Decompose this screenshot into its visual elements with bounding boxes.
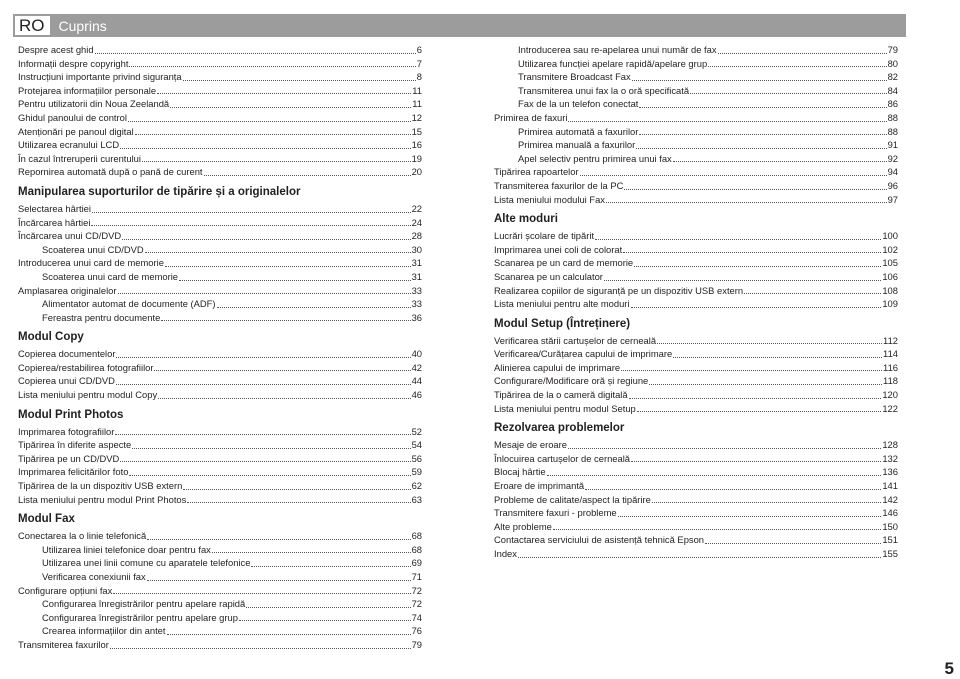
toc-entry[interactable]	[18, 465, 422, 479]
toc-page-number: 106	[882, 270, 898, 282]
toc-dot-leader	[637, 411, 882, 412]
toc-entry[interactable]	[494, 493, 898, 507]
toc-page-number: 76	[411, 625, 422, 637]
toc-entry-title: Repornirea automată după o pană de curent	[18, 166, 203, 178]
toc-dot-leader	[634, 266, 881, 267]
toc-dot-leader	[606, 202, 887, 203]
toc-page-number: 54	[411, 439, 422, 451]
toc-entry-title: Alimentator automat de documente (ADF)	[42, 298, 216, 310]
toc-entry-title: Utilizarea unei linii comune cu aparatele telefonice	[42, 557, 251, 569]
toc-entry-title: Lista meniului pentru alte moduri	[494, 298, 630, 310]
toc-entry-title: Configurarea înregistrărilor pentru apelare rapidă	[42, 598, 246, 610]
toc-entry-title: Verificarea stării cartușelor de cerneală	[494, 334, 657, 346]
toc-entry[interactable]	[494, 270, 898, 284]
toc-entry[interactable]	[18, 97, 422, 111]
toc-entry[interactable]	[494, 402, 898, 416]
toc-entry-title: Primirea automată a faxurilor	[518, 125, 639, 137]
toc-dot-leader	[118, 293, 411, 294]
toc-entry-title: Utilizarea ecranului LCD	[18, 139, 120, 151]
toc-entry-title: Scanarea pe un card de memorie	[494, 257, 634, 269]
toc-entry-title: Lista meniului pentru modul Print Photos	[18, 493, 187, 505]
toc-dot-leader	[639, 107, 886, 108]
toc-page-number: 128	[882, 439, 898, 451]
toc-page-number: 72	[411, 598, 422, 610]
toc-entry-title: Lista meniului modului Fax	[494, 193, 605, 205]
toc-entry-title: Imprimarea unei coli de colorat	[494, 243, 623, 255]
toc-dot-leader	[652, 502, 881, 503]
toc-entry-title: Informații despre copyright	[18, 57, 129, 69]
toc-dot-leader	[183, 489, 410, 490]
toc-entry-title: Primirea manuală a faxurilor	[518, 139, 636, 151]
toc-dot-leader	[132, 448, 410, 449]
toc-entry-title: Scoaterea unui card de memorie	[42, 270, 179, 282]
toc-entry-title: Scoaterea unui CD/DVD	[42, 243, 144, 255]
toc-entry[interactable]	[18, 374, 422, 388]
toc-page-number: 74	[411, 611, 422, 623]
toc-dot-leader	[239, 620, 411, 621]
toc-entry-title: Copierea unui CD/DVD	[18, 375, 115, 387]
toc-section-heading: Modul Setup (Întreținere)	[494, 317, 631, 330]
toc-entry-title: Alinierea capului de imprimare	[494, 361, 621, 373]
toc-entry[interactable]	[18, 597, 422, 611]
toc-entry[interactable]	[494, 57, 898, 71]
toc-page-number: 79	[887, 44, 898, 55]
toc-page-number: 102	[882, 243, 898, 255]
toc-entry-title: Crearea informațiilor din antet	[42, 625, 166, 637]
toc-page-number: 96	[887, 179, 898, 191]
toc-dot-leader	[595, 239, 881, 240]
toc-page-number: 82	[887, 71, 898, 83]
toc-page-number: 105	[882, 257, 898, 269]
toc-entry-title: Amplasarea originalelor	[18, 284, 117, 296]
toc-entry[interactable]	[494, 193, 898, 207]
toc-entry-title: Transmitere faxuri - probleme	[494, 507, 617, 519]
toc-entry-title: Blocaj hârtie	[494, 466, 546, 478]
toc-dot-leader	[179, 280, 411, 281]
toc-entry-title: Verificarea conexiunii fax	[42, 571, 146, 582]
toc-entry-title: Atenționări pe panoul digital	[18, 125, 134, 137]
toc-page-number: 56	[411, 452, 422, 464]
toc-entry[interactable]	[494, 284, 898, 298]
toc-entry[interactable]	[18, 425, 422, 439]
toc-entry-title: Tipărirea pe un CD/DVD	[18, 452, 120, 464]
toc-page-number: 44	[411, 375, 422, 387]
toc-dot-leader	[110, 648, 411, 649]
toc-entry-title: Pentru utilizatorii din Noua Zeelandă	[18, 98, 170, 110]
toc-dot-leader	[167, 634, 411, 635]
toc-entry[interactable]	[494, 125, 898, 139]
toc-dot-leader	[673, 357, 882, 358]
toc-entry[interactable]	[18, 347, 422, 361]
toc-entry-title: Verificarea/Curățarea capului de imprimare	[494, 348, 673, 360]
toc-dot-leader	[553, 529, 882, 530]
toc-page-number: 68	[411, 543, 422, 555]
toc-dot-leader	[116, 357, 410, 358]
toc-entry-title: Scanarea pe un calculator	[494, 270, 603, 282]
toc-page-number: 150	[882, 520, 898, 532]
toc-dot-leader	[585, 489, 881, 490]
toc-entry[interactable]	[494, 229, 898, 243]
toc-entry[interactable]	[18, 165, 422, 179]
toc-page-number: 46	[411, 389, 422, 401]
toc-page-number: 109	[882, 298, 898, 310]
toc-page-number: 120	[882, 389, 898, 401]
toc-dot-leader	[636, 148, 886, 149]
toc-dot-leader	[624, 189, 886, 190]
toc-entry[interactable]	[494, 347, 898, 361]
toc-entry-title: Protejarea informațiilor personale	[18, 84, 157, 96]
toc-entry-title: Index	[494, 548, 517, 559]
toc-entry[interactable]	[18, 216, 422, 230]
toc-entry[interactable]	[18, 152, 422, 166]
toc-left-column	[18, 43, 422, 652]
toc-dot-leader	[92, 212, 411, 213]
toc-dot-leader	[204, 175, 411, 176]
toc-page-number: 80	[887, 57, 898, 69]
toc-page-number: 151	[882, 534, 898, 546]
toc-page-number: 79	[411, 638, 422, 650]
toc-entry-title: Tipărirea de la un dispozitiv USB extern	[18, 480, 183, 492]
toc-page-number: 136	[882, 466, 898, 478]
toc-page-number: 52	[411, 425, 422, 437]
toc-dot-leader	[183, 80, 416, 81]
toc-page-number: 114	[883, 348, 898, 360]
toc-page-number: 155	[882, 548, 898, 559]
toc-entry-title: Înlocuirea cartușelor de cerneală	[494, 452, 631, 464]
toc-entry[interactable]	[18, 543, 422, 557]
toc-entry[interactable]	[18, 138, 422, 152]
toc-entry[interactable]	[494, 70, 898, 84]
toc-entry-title: Fereastra pentru documente	[42, 311, 161, 323]
toc-page-number: 71	[411, 571, 422, 582]
toc-entry[interactable]	[18, 452, 422, 466]
toc-dot-leader	[165, 266, 411, 267]
toc-page-number: 63	[411, 493, 422, 505]
toc-page-number: 84	[887, 84, 898, 96]
toc-dot-leader	[657, 343, 882, 344]
toc-page-number: 86	[887, 98, 898, 110]
toc-page-number: 132	[882, 452, 898, 464]
toc-dot-leader	[639, 134, 886, 135]
toc-entry-title: Instrucțiuni importante privind siguranța	[18, 71, 182, 83]
toc-entry[interactable]	[494, 84, 898, 98]
toc-entry-title: Fax de la un telefon conectat	[518, 98, 639, 110]
header-bar	[13, 14, 906, 37]
toc-page-number: 59	[411, 466, 422, 478]
toc-page-number: 97	[887, 193, 898, 205]
toc-entry[interactable]	[18, 611, 422, 625]
toc-entry[interactable]	[494, 361, 898, 375]
toc-dot-leader	[147, 539, 410, 540]
toc-page-number: 30	[411, 243, 422, 255]
toc-entry-title: Tipărirea rapoartelor	[494, 166, 579, 178]
toc-entry-title: Copierea documentelor	[18, 348, 116, 360]
toc-page-number: 15	[411, 125, 422, 137]
toc-dot-leader	[649, 384, 882, 385]
toc-entry[interactable]	[18, 297, 422, 311]
toc-entry[interactable]	[18, 256, 422, 270]
toc-entry[interactable]	[494, 438, 898, 452]
page-number: 5	[944, 659, 954, 678]
toc-entry-title: În cazul întreruperii curentului	[18, 152, 141, 164]
toc-entry-title: Contactarea serviciului de asistență tehnică Epson	[494, 534, 705, 546]
toc-entry-title: Despre acest ghid	[18, 44, 94, 55]
toc-entry-title: Selectarea hârtiei	[18, 202, 91, 214]
toc-dot-leader	[128, 121, 411, 122]
toc-section-heading: Modul Print Photos	[18, 408, 124, 421]
toc-entry[interactable]	[18, 243, 422, 257]
toc-page-number: 8	[416, 71, 422, 83]
toc-entry-title: Utilizarea liniei telefonice doar pentru fax	[42, 543, 211, 555]
toc-page-number: 108	[882, 284, 898, 296]
toc-entry[interactable]	[494, 506, 898, 520]
toc-section-heading: Modul Copy	[18, 331, 84, 344]
toc-entry[interactable]	[18, 202, 422, 216]
toc-section-heading: Rezolvarea problemelor	[494, 422, 625, 435]
toc-entry-title: Mesaje de eroare	[494, 439, 567, 451]
toc-entry-title: Lista meniului pentru modul Copy	[18, 389, 158, 401]
toc-entry-title: Apel selectiv pentru primirea unui fax	[518, 152, 672, 164]
toc-section-heading: Manipularea suporturilor de tipărire și a originalelor	[18, 185, 301, 198]
toc-page-number: 91	[887, 139, 898, 151]
toc-entry-title: Eroare de imprimantă	[494, 480, 585, 492]
toc-dot-leader	[157, 93, 411, 94]
toc-page-number: 33	[411, 284, 422, 296]
toc-entry-title: Încărcarea unui CD/DVD	[18, 230, 122, 242]
toc-entry[interactable]	[18, 270, 422, 284]
toc-dot-leader	[246, 607, 410, 608]
toc-entry[interactable]	[18, 43, 422, 57]
toc-page-number: 19	[411, 152, 422, 164]
toc-dot-leader	[621, 370, 882, 371]
toc-page-number: 24	[411, 216, 422, 228]
toc-entry[interactable]	[18, 570, 422, 584]
toc-entry[interactable]	[18, 229, 422, 243]
toc-entry[interactable]	[494, 297, 898, 311]
toc-dot-leader	[580, 175, 887, 176]
toc-entry[interactable]	[18, 584, 422, 598]
toc-entry-title: Configurare/Modificare oră și regiune	[494, 375, 649, 387]
toc-dot-leader	[568, 448, 881, 449]
toc-entry[interactable]	[18, 111, 422, 125]
toc-entry[interactable]	[18, 529, 422, 543]
toc-page-number: 142	[882, 493, 898, 505]
toc-page-number: 31	[411, 270, 422, 282]
toc-entry[interactable]	[18, 125, 422, 139]
toc-entry[interactable]	[18, 70, 422, 84]
toc-entry-title: Transmiterea faxurilor	[18, 638, 109, 650]
toc-section-heading: Modul Fax	[18, 513, 75, 526]
toc-dot-leader	[705, 543, 881, 544]
toc-dot-leader	[718, 53, 887, 54]
toc-dot-leader	[145, 252, 411, 253]
toc-entry-title: Transmiterea faxurilor de la PC	[494, 179, 624, 191]
toc-entry[interactable]	[494, 138, 898, 152]
toc-dot-leader	[217, 307, 411, 308]
toc-dot-leader	[518, 557, 881, 558]
toc-right-column	[494, 43, 898, 561]
toc-dot-leader	[187, 502, 410, 503]
toc-page-number: 11	[412, 98, 422, 110]
language-code: RO	[15, 16, 50, 35]
toc-dot-leader	[158, 398, 410, 399]
toc-page-number: 112	[883, 334, 898, 346]
toc-page-number: 16	[411, 139, 422, 151]
toc-page-number: 122	[882, 402, 898, 414]
toc-page-number: 28	[411, 230, 422, 242]
toc-entry[interactable]	[18, 624, 422, 638]
toc-page-number: 100	[882, 230, 898, 242]
toc-dot-leader	[212, 552, 411, 553]
toc-page-number: 72	[411, 584, 422, 596]
toc-page-number: 141	[882, 480, 898, 492]
toc-entry-title: Introducerea unui card de memorie	[18, 257, 164, 269]
toc-page-number: 94	[887, 166, 898, 178]
toc-page-number: 11	[412, 84, 422, 96]
toc-entry-title: Primirea de faxuri	[494, 111, 568, 123]
toc-dot-leader	[135, 134, 411, 135]
toc-page-number: 92	[887, 152, 898, 164]
toc-page-number: 116	[883, 361, 898, 373]
toc-dot-leader	[568, 121, 886, 122]
toc-entry-title: Alte probleme	[494, 520, 552, 532]
toc-entry-title: Tipărirea de la o cameră digitală	[494, 389, 628, 401]
page-title: Cuprins	[58, 17, 107, 34]
toc-page-number: 40	[411, 348, 422, 360]
toc-dot-leader	[129, 475, 410, 476]
toc-page-number: 88	[887, 111, 898, 123]
toc-entry[interactable]	[494, 152, 898, 166]
toc-page-number: 12	[411, 111, 422, 123]
toc-dot-leader	[623, 252, 881, 253]
toc-entry-title: Ghidul panoului de control	[18, 111, 127, 123]
toc-entry-title: Transmiterea unui fax la o oră specificată	[518, 84, 690, 96]
toc-entry[interactable]	[18, 493, 422, 507]
toc-page-number: 68	[411, 530, 422, 542]
toc-dot-leader	[120, 148, 410, 149]
toc-page-number: 33	[411, 298, 422, 310]
toc-entry[interactable]	[18, 284, 422, 298]
toc-entry[interactable]	[18, 84, 422, 98]
toc-dot-leader	[604, 280, 881, 281]
toc-entry[interactable]	[494, 243, 898, 257]
toc-entry[interactable]	[18, 311, 422, 325]
toc-entry[interactable]	[18, 57, 422, 71]
toc-dot-leader	[673, 161, 887, 162]
toc-entry[interactable]	[494, 547, 898, 561]
toc-entry-title: Încărcarea hârtiei	[18, 216, 91, 228]
toc-page-number: 22	[411, 202, 422, 214]
toc-entry-title: Imprimarea felicitărilor foto	[18, 466, 129, 478]
toc-entry[interactable]	[494, 479, 898, 493]
toc-page-number: 146	[882, 507, 898, 519]
toc-dot-leader	[631, 461, 881, 462]
toc-entry-title: Imprimarea fotografiilor	[18, 425, 115, 437]
toc-entry[interactable]	[494, 334, 898, 348]
toc-entry-title: Introducerea sau re-apelarea unui număr de fax	[518, 44, 717, 55]
toc-page-number: 62	[411, 480, 422, 492]
toc-entry-title: Configurare opțiuni fax	[18, 584, 113, 596]
toc-dot-leader	[251, 566, 410, 567]
toc-dot-leader	[632, 80, 887, 81]
toc-entry[interactable]	[18, 556, 422, 570]
toc-entry[interactable]	[494, 452, 898, 466]
toc-entry-title: Configurarea înregistrărilor pentru apelare grup	[42, 611, 238, 623]
toc-entry[interactable]	[18, 479, 422, 493]
toc-dot-leader	[170, 107, 411, 108]
toc-dot-leader	[690, 93, 886, 94]
toc-dot-leader	[142, 161, 411, 162]
toc-dot-leader	[708, 66, 886, 67]
toc-page-number: 36	[411, 311, 422, 323]
toc-dot-leader	[115, 434, 410, 435]
toc-entry[interactable]	[494, 388, 898, 402]
toc-entry-title: Utilizarea funcției apelare rapidă/apelare grup	[518, 57, 708, 69]
toc-dot-leader	[147, 580, 411, 581]
toc-entry-title: Copierea/restabilirea fotografiilor	[18, 361, 154, 373]
toc-entry-title: Transmitere Broadcast Fax	[518, 71, 631, 83]
toc-entry[interactable]	[494, 520, 898, 534]
toc-dot-leader	[113, 593, 410, 594]
toc-entry-title: Conectarea la o linie telefonică	[18, 530, 147, 542]
toc-page-number: 69	[411, 557, 422, 569]
toc-dot-leader	[154, 370, 410, 371]
toc-entry[interactable]	[494, 111, 898, 125]
toc-page-number: 31	[411, 257, 422, 269]
toc-entry-title: Probleme de calitate/aspect la tipărire	[494, 493, 651, 505]
toc-dot-leader	[95, 53, 416, 54]
toc-entry[interactable]	[494, 374, 898, 388]
toc-dot-leader	[744, 293, 881, 294]
toc-dot-leader	[547, 475, 882, 476]
toc-entry[interactable]	[18, 388, 422, 402]
toc-dot-leader	[122, 239, 410, 240]
toc-page-number: 118	[883, 375, 898, 387]
toc-page-number: 88	[887, 125, 898, 137]
toc-entry-title: Lista meniului pentru modul Setup	[494, 402, 636, 414]
toc-entry[interactable]	[494, 165, 898, 179]
toc-entry[interactable]	[494, 97, 898, 111]
toc-page-number: 42	[411, 361, 422, 373]
toc-entry[interactable]	[494, 533, 898, 547]
toc-dot-leader	[629, 398, 882, 399]
toc-dot-leader	[116, 384, 411, 385]
toc-entry[interactable]	[18, 638, 422, 652]
toc-entry[interactable]	[494, 256, 898, 270]
toc-entry-title: Realizarea copiilor de siguranță pe un dispozitiv USB extern	[494, 284, 744, 296]
toc-entry[interactable]	[494, 465, 898, 479]
toc-section-heading: Alte moduri	[494, 213, 558, 226]
toc-dot-leader	[161, 320, 410, 321]
toc-page-number: 6	[416, 44, 422, 55]
toc-entry[interactable]	[494, 43, 898, 57]
toc-entry[interactable]	[18, 438, 422, 452]
toc-page-number: 7	[416, 57, 422, 69]
toc-page-number: 20	[411, 166, 422, 178]
toc-dot-leader	[91, 225, 410, 226]
toc-dot-leader	[120, 461, 410, 462]
toc-entry[interactable]	[494, 179, 898, 193]
toc-entry[interactable]	[18, 361, 422, 375]
toc-entry-title: Tipărirea în diferite aspecte	[18, 439, 132, 451]
toc-entry-title: Lucrări școlare de tipărit	[494, 230, 595, 242]
toc-dot-leader	[618, 516, 882, 517]
toc-dot-leader	[129, 66, 415, 67]
toc-dot-leader	[631, 307, 882, 308]
